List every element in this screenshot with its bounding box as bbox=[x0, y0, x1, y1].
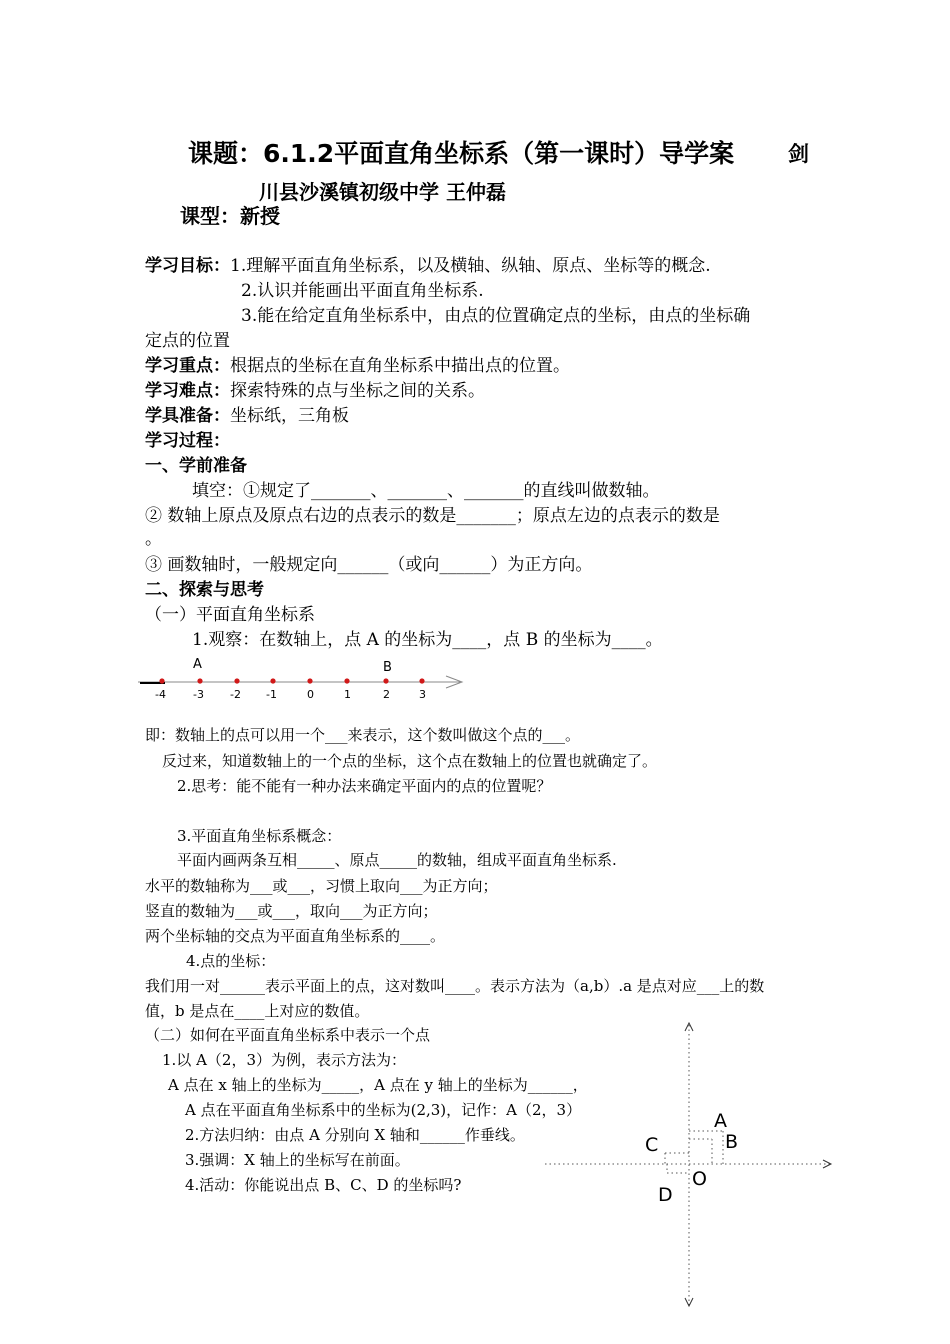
goals-line-3: 3.能在给定直角坐标系中，由点的位置确定点的坐标，由点的坐标确 bbox=[241, 306, 751, 326]
example-line-1: 1.以 A（2，3）为例，表示方法为： bbox=[162, 1051, 407, 1069]
author-tail: 剑 bbox=[788, 142, 809, 166]
concept-line-4: 两个坐标轴的交点为平面直角坐标系的____。 bbox=[145, 927, 446, 945]
plane-label-c: C bbox=[645, 1134, 659, 1156]
lesson-type: 课型：新授 bbox=[180, 204, 280, 228]
number-line-dot bbox=[307, 678, 312, 683]
coord-line-1: 我们用一对______表示平面上的点，这对数叫____。表示方法为（a,b）.a 是点对应___上的数 bbox=[145, 977, 765, 995]
goals-line-1: 学习目标：1.理解平面直角坐标系，以及横轴、纵轴、原点、坐标等的概念. bbox=[145, 256, 711, 276]
number-line-tick-label: -2 bbox=[230, 688, 241, 701]
observe-line: 1.观察：在数轴上，点 A 的坐标为____，点 B 的坐标为____。 bbox=[192, 630, 663, 650]
number-line-tick-label: -3 bbox=[193, 688, 204, 701]
coord-title: 4.点的坐标： bbox=[186, 952, 276, 970]
number-line-tick-label: -4 bbox=[155, 688, 166, 701]
plane-label-b: B bbox=[725, 1131, 739, 1153]
plane-label-d: D bbox=[658, 1184, 673, 1206]
section1-line1: 填空：①规定了_______、_______、_______的直线叫做数轴。 bbox=[192, 481, 660, 501]
number-line-tick-label: -1 bbox=[266, 688, 277, 701]
point-a-label: A bbox=[193, 657, 202, 672]
number-line-dot bbox=[383, 678, 388, 683]
title-text: 课题：6.1.2平面直角坐标系（第一课时）导学案 bbox=[188, 139, 735, 168]
concept-line-3: 竖直的数轴为___或___，取向___为正方向； bbox=[145, 902, 438, 920]
method-line: 2.方法归纳：由点 A 分别向 X 轴和______作垂线。 bbox=[185, 1126, 525, 1144]
number-line-dot bbox=[159, 678, 164, 683]
number-line-dot bbox=[234, 678, 239, 683]
activity-line: 4.活动：你能说出点 B、C、D 的坐标吗? bbox=[185, 1176, 462, 1194]
tools: 学具准备：坐标纸，三角板 bbox=[145, 406, 349, 426]
section2-sub1: （一）平面直角坐标系 bbox=[145, 605, 315, 625]
number-line-tick-label: 2 bbox=[383, 688, 390, 701]
plane-label-origin: O bbox=[692, 1168, 707, 1190]
number-line-dot bbox=[270, 678, 275, 683]
concept-line-1: 平面内画两条互相_____、原点_____的数轴，组成平面直角坐标系. bbox=[177, 851, 617, 869]
stress-line: 3.强调：X 轴上的坐标写在前面。 bbox=[185, 1151, 410, 1169]
key-point: 学习重点：根据点的坐标在直角坐标系中描出点的位置。 bbox=[145, 356, 570, 376]
plane-label-a: A bbox=[714, 1110, 727, 1132]
process-label: 学习过程： bbox=[145, 431, 230, 451]
coord-line-2: 值，b 是点在____上对应的数值。 bbox=[145, 1002, 370, 1020]
concept-line-2: 水平的数轴称为___或___，习惯上取向___为正方向； bbox=[145, 877, 498, 895]
think-line: 2.思考：能不能有一种办法来确定平面内的点的位置呢？ bbox=[177, 777, 552, 795]
section1-heading: 一、学前准备 bbox=[145, 456, 247, 476]
section1-line2: ② 数轴上原点及原点右边的点表示的数是_______；原点左边的点表示的数是 bbox=[145, 506, 720, 526]
number-line-tick-label: 1 bbox=[344, 688, 351, 701]
goals-label: 学习目标： bbox=[145, 256, 230, 276]
number-line-dot bbox=[419, 678, 424, 683]
difficulty: 学习难点：探索特殊的点与坐标之间的关系。 bbox=[145, 381, 485, 401]
section1-line2b: 。 bbox=[145, 529, 162, 549]
author-line: 川县沙溪镇初级中学 王仲磊 bbox=[259, 180, 506, 204]
goals-line-3b: 定点的位置 bbox=[145, 331, 230, 351]
number-line-tick-label: 3 bbox=[419, 688, 426, 701]
section2-heading: 二、探索与思考 bbox=[145, 580, 264, 600]
point-b-label: B bbox=[383, 660, 392, 675]
that-is-line: 即：数轴上的点可以用一个___来表示，这个数叫做这个点的___。 bbox=[145, 726, 581, 744]
example-line-3: A 点在平面直角坐标系中的坐标为(2,3)，记作：A（2，3） bbox=[185, 1101, 582, 1119]
conversely-line: 反过来，知道数轴上的一个点的坐标，这个点在数轴上的位置也就确定了。 bbox=[162, 752, 658, 770]
section1-line3: ③ 画数轴时，一般规定向______（或向______）为正方向。 bbox=[145, 555, 593, 575]
concept-title: 3.平面直角坐标系概念： bbox=[177, 827, 342, 845]
coordinate-plane-figure bbox=[540, 1015, 840, 1315]
number-line-dot bbox=[344, 678, 349, 683]
example-line-2: A 点在 x 轴上的坐标为_____，A 点在 y 轴上的坐标为______， bbox=[168, 1076, 588, 1094]
number-line-figure bbox=[130, 650, 480, 705]
number-line-dot bbox=[197, 678, 202, 683]
goals-line-2: 2.认识并能画出平面直角坐标系. bbox=[241, 281, 484, 301]
section2-sub2: （二）如何在平面直角坐标系中表示一个点 bbox=[145, 1026, 431, 1044]
page-title bbox=[188, 134, 734, 170]
number-line-tick-label: 0 bbox=[307, 688, 314, 701]
